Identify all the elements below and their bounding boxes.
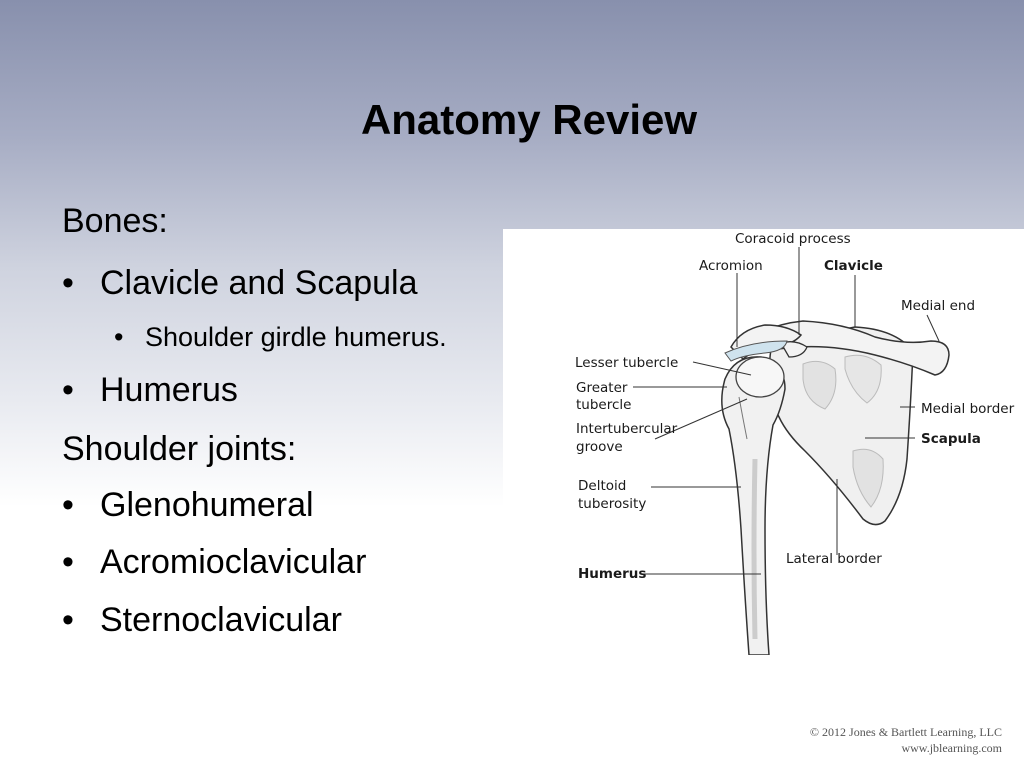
list-item-humerus: Humerus [100, 371, 238, 409]
bullet-marker: • [62, 543, 74, 581]
label-lateral-border: Lateral border [786, 551, 882, 567]
bullet-marker: • [62, 486, 74, 524]
label-greater-tubercle-2: tubercle [576, 397, 632, 413]
list-item-acromioclavicular: Acromioclavicular [100, 543, 367, 581]
label-deltoid-1: Deltoid [578, 478, 627, 494]
heading-shoulder-joints: Shoulder joints: [62, 430, 297, 468]
label-scapula: Scapula [921, 431, 981, 447]
list-item-glenohumeral: Glenohumeral [100, 486, 314, 524]
label-lesser-tubercle: Lesser tubercle [575, 355, 679, 371]
bullet-marker: • [62, 264, 74, 302]
label-deltoid-2: tuberosity [578, 496, 647, 512]
sub-item-shoulder-girdle: Shoulder girdle humerus. [145, 322, 447, 352]
copyright-line: © 2012 Jones & Bartlett Learning, LLC [809, 725, 1002, 739]
copyright-url: www.jblearning.com [901, 741, 1002, 755]
label-coracoid-process: Coracoid process [735, 231, 851, 247]
list-item-sternoclavicular: Sternoclavicular [100, 601, 342, 639]
shoulder-anatomy-figure [503, 229, 1024, 655]
label-greater-tubercle-1: Greater [576, 380, 628, 396]
list-item-clavicle-scapula: Clavicle and Scapula [100, 264, 418, 302]
slide-title: Anatomy Review [360, 96, 698, 143]
label-acromion: Acromion [699, 258, 763, 274]
label-clavicle: Clavicle [824, 258, 883, 274]
label-humerus: Humerus [578, 566, 647, 582]
label-medial-end: Medial end [901, 298, 976, 314]
label-medial-border: Medial border [921, 401, 1015, 417]
copyright-notice [810, 724, 1002, 756]
bullet-marker: • [62, 371, 74, 409]
label-intertubercular-1: Intertubercular [576, 421, 678, 437]
bullet-marker: • [62, 601, 74, 639]
sub-bullet-marker: • [114, 322, 124, 352]
label-intertubercular-2: groove [576, 439, 623, 455]
heading-bones: Bones: [62, 202, 168, 240]
